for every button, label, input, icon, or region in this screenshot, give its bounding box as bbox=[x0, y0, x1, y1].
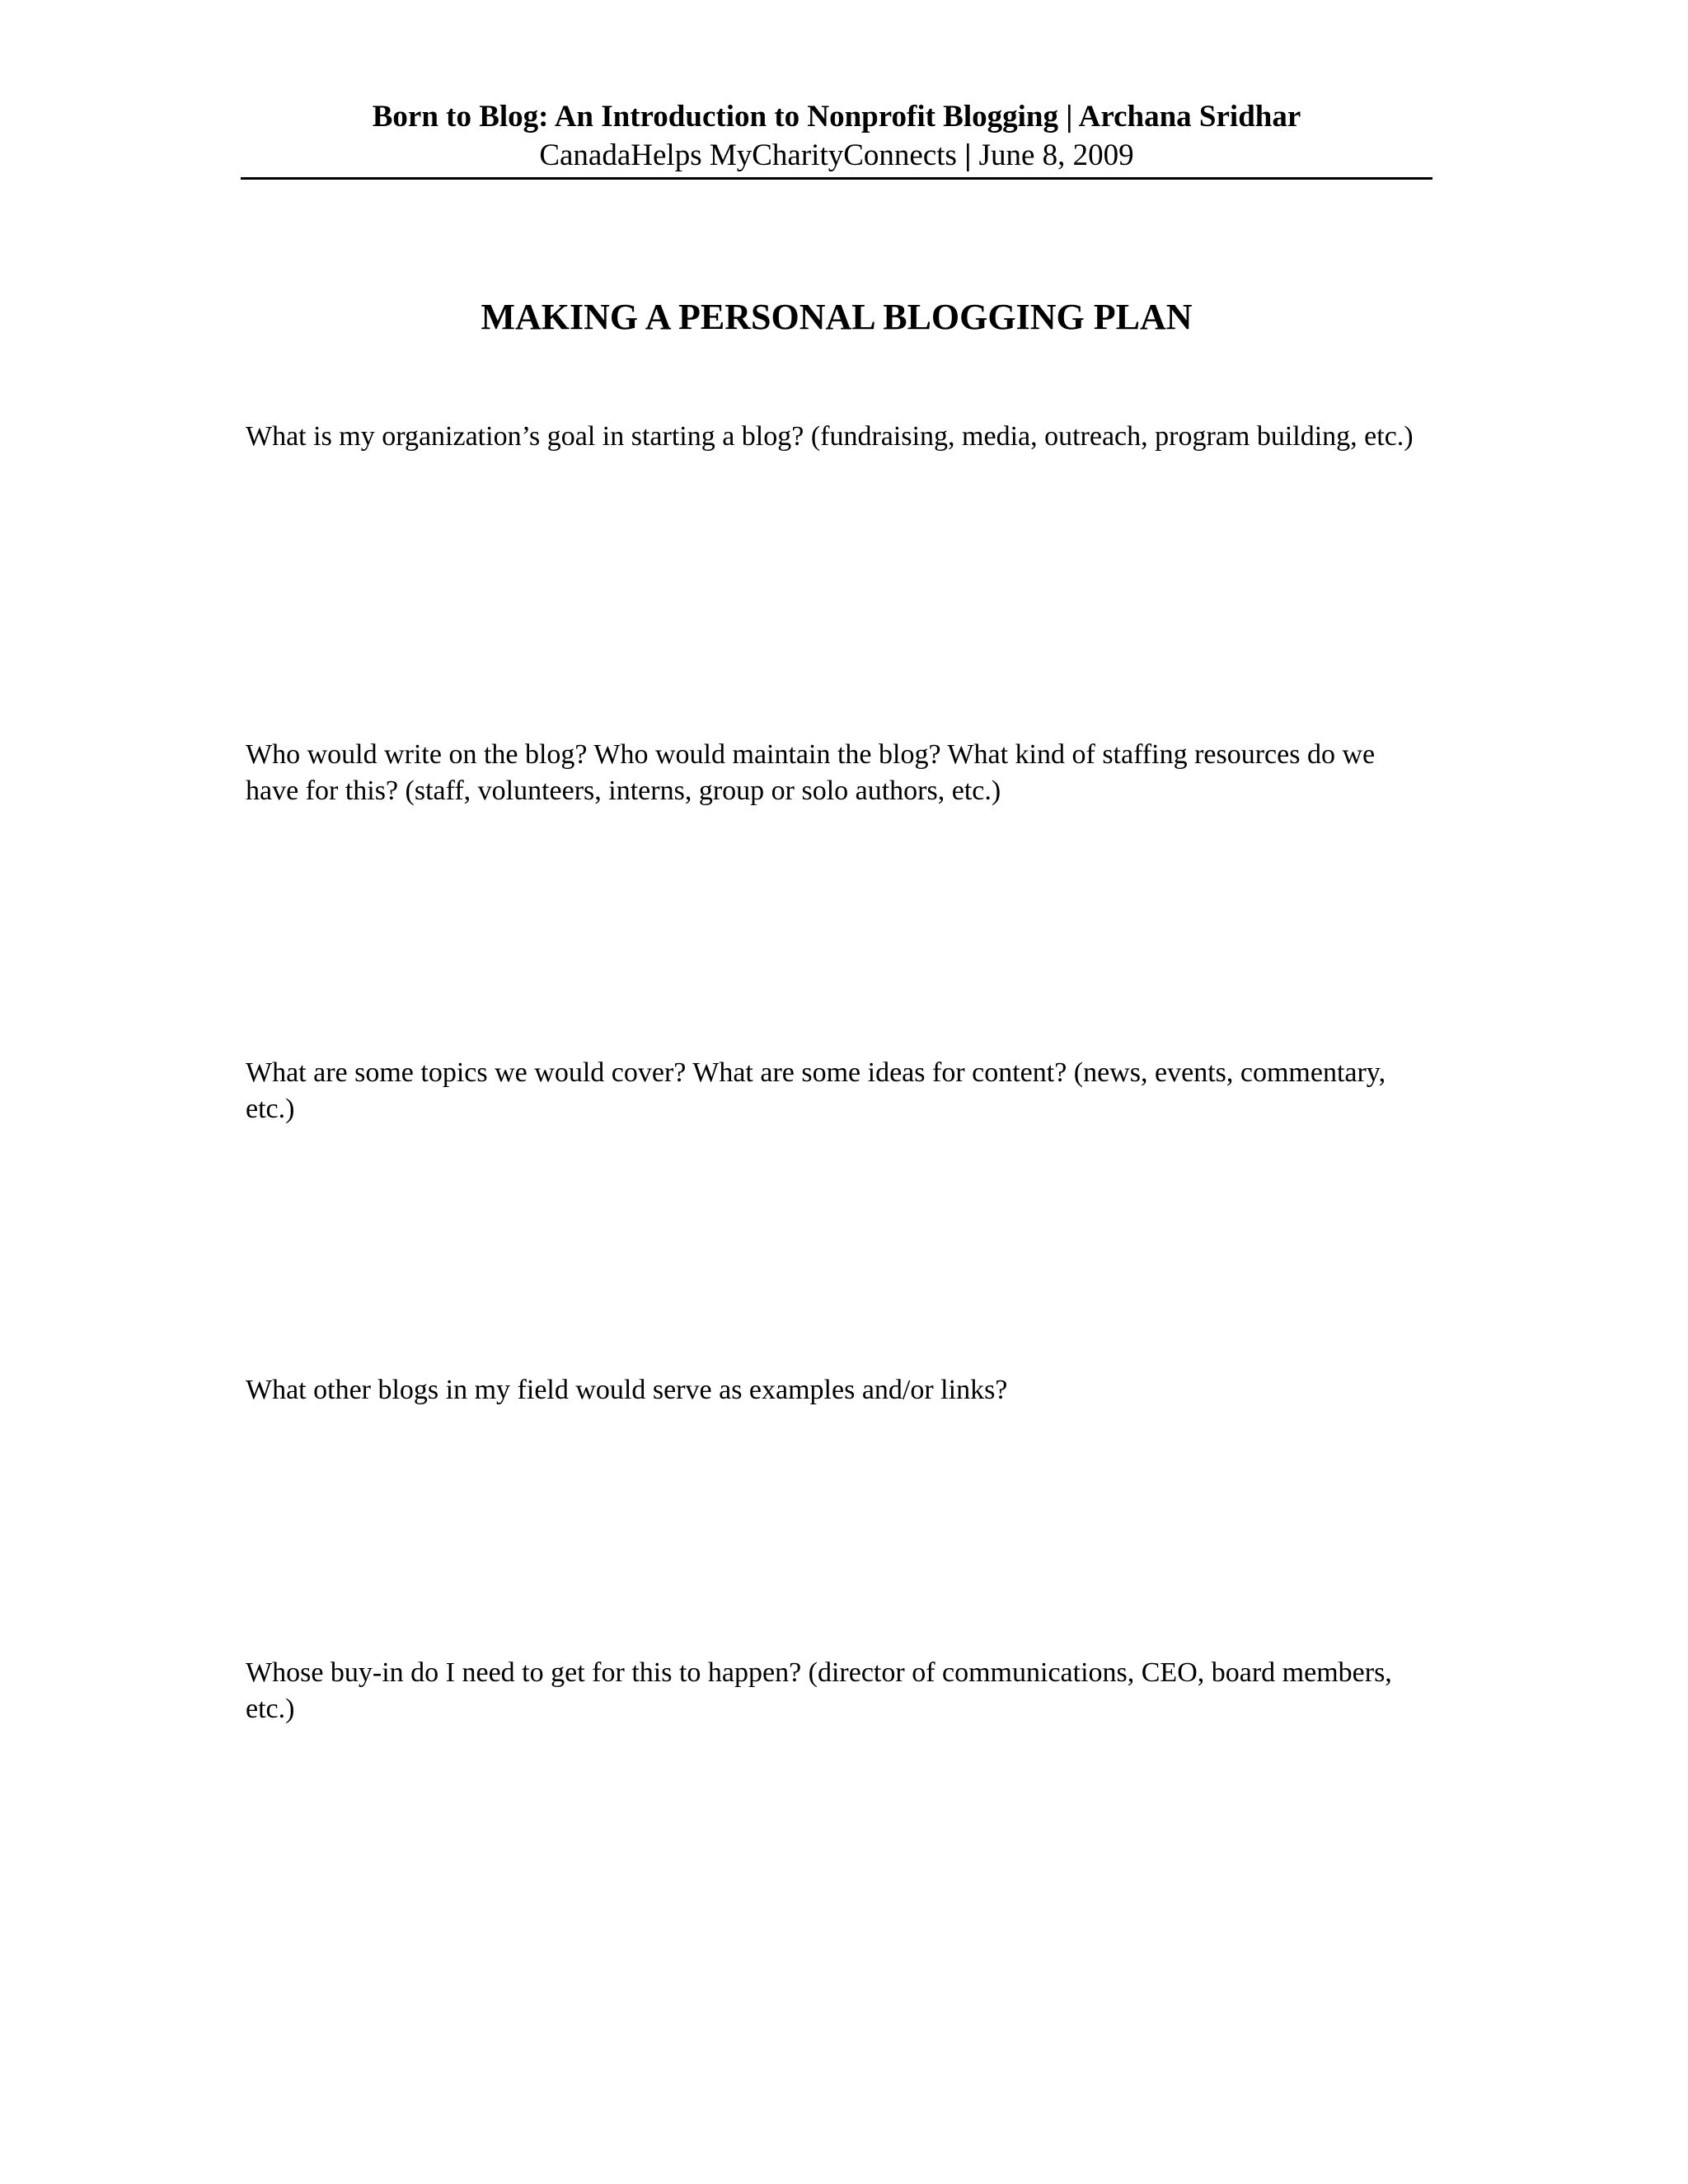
header-date: June 8, 2009 bbox=[978, 138, 1134, 172]
question-goal: What is my organization’s goal in starting a blog? (fundraising, media, outreach, program building, etc.) bbox=[246, 421, 1414, 452]
page-header bbox=[241, 97, 1432, 175]
header-event: CanadaHelps MyCharityConnects bbox=[539, 138, 957, 172]
document-title: MAKING A PERSONAL BLOGGING PLAN bbox=[481, 297, 1193, 337]
header-subtitle bbox=[241, 137, 1432, 175]
header-separator: | bbox=[964, 138, 972, 172]
question-topics: What are some topics we would cover? What are some ideas for content? (news, events, commentary, etc.) bbox=[246, 1057, 1386, 1124]
question-authors: Who would write on the blog? Who would maintain the blog? What kind of staffing resources do we have for this? (staff, volunteers, interns, group or solo authors, etc.) bbox=[246, 739, 1376, 806]
question-example-blogs: What other blogs in my field would serve as examples and/or links? bbox=[246, 1375, 1008, 1405]
header-title: Born to Blog: An Introduction to Nonprofit Blogging | Archana Sridhar bbox=[372, 100, 1301, 134]
header-divider bbox=[241, 177, 1432, 180]
question-buy-in: Whose buy-in do I need to get for this to happen? (director of communications, CEO, board members, etc.) bbox=[246, 1657, 1392, 1724]
